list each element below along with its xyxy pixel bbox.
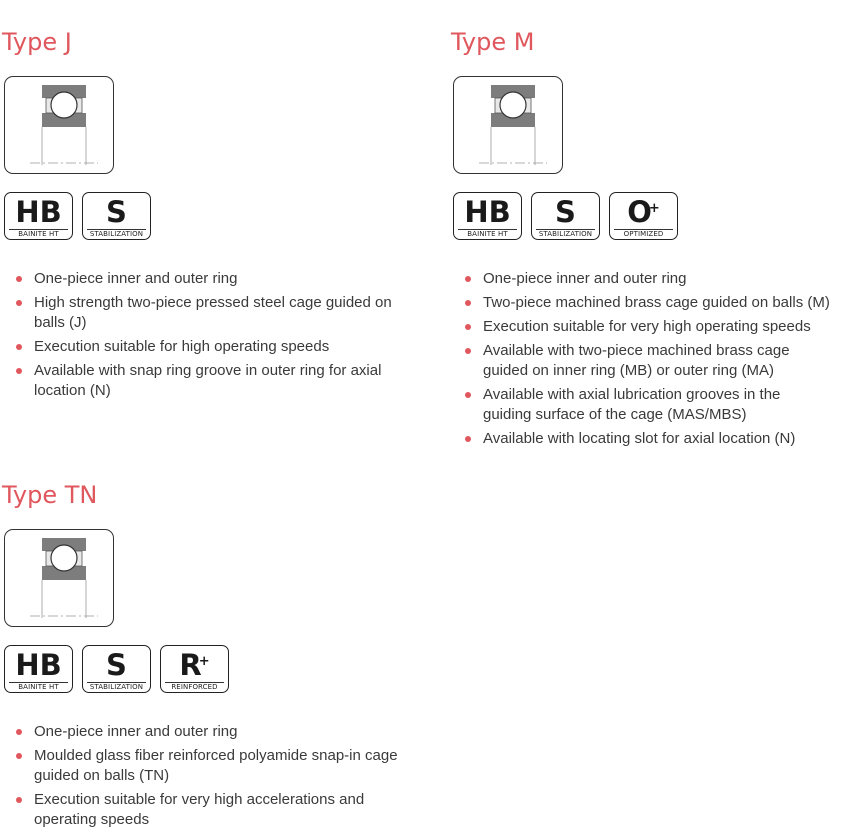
bearing-cross-section-diagram: [453, 76, 563, 174]
feature-list: [2, 269, 412, 405]
badge-caption: STABILIZATION: [89, 230, 144, 238]
badge-symbol: S: [555, 195, 576, 229]
list-item: One-piece inner and outer ring: [451, 269, 851, 289]
bullet-dot: [16, 753, 22, 759]
badge-symbol: R+: [179, 648, 210, 682]
bullet-dot: [16, 797, 22, 803]
badge-caption: STABILIZATION: [89, 683, 144, 691]
section-title: Type M: [451, 28, 535, 56]
bearing-drawing: [5, 530, 113, 626]
bullet-dot: [16, 276, 22, 282]
bullet-dot: [16, 300, 22, 306]
list-item: Execution suitable for high operating speeds: [2, 337, 412, 357]
list-item: Execution suitable for very high accelerations and operating speeds: [2, 790, 412, 830]
bullet-dot: [16, 368, 22, 374]
bullet-dot: [465, 300, 471, 306]
list-item: One-piece inner and outer ring: [2, 722, 412, 742]
list-item: Two-piece machined brass cage guided on balls (M): [451, 293, 851, 313]
list-item: Available with locating slot for axial location (N): [451, 429, 851, 449]
badge-plus-mark: +: [648, 201, 660, 216]
badge-symbol: HB: [15, 648, 62, 682]
section-type-m: [451, 27, 851, 447]
list-item: Available with axial lubrication grooves in the guiding surface of the cage (MAS/MBS): [451, 385, 851, 425]
badge-caption: STABILIZATION: [538, 230, 593, 238]
badge-stabilization: [531, 192, 600, 240]
badge-symbol: S: [106, 195, 127, 229]
badge-plus-mark: +: [198, 654, 210, 669]
list-item: Available with two-piece machined brass cage guided on inner ring (MB) or outer ring (MA): [451, 341, 851, 381]
badge-optimized: [609, 192, 678, 240]
list-item: One-piece inner and outer ring: [2, 269, 412, 289]
badge-symbol: HB: [15, 195, 62, 229]
bullet-dot: [465, 324, 471, 330]
list-item: High strength two-piece pressed steel cage guided on balls (J): [2, 293, 412, 333]
bullet-dot: [465, 392, 471, 398]
badge-caption: BAINITE HT: [18, 683, 59, 691]
badge-symbol: S: [106, 648, 127, 682]
bullet-dot: [465, 276, 471, 282]
badge-caption: REINFORCED: [171, 683, 218, 691]
feature-list: [2, 722, 412, 834]
badge-bainite-ht: [4, 645, 73, 693]
bearing-cross-section-diagram: [4, 76, 114, 174]
list-item: Execution suitable for very high operating speeds: [451, 317, 851, 337]
section-title: Type J: [2, 28, 72, 56]
bullet-dot: [16, 729, 22, 735]
badge-stabilization: [82, 192, 151, 240]
feature-list: [451, 269, 851, 453]
badge-caption: BAINITE HT: [18, 230, 59, 238]
badge-symbol: O+: [627, 195, 660, 229]
section-title: Type TN: [2, 481, 98, 509]
list-item: Available with snap ring groove in outer ring for axial location (N): [2, 361, 412, 401]
badge-stabilization: [82, 645, 151, 693]
bearing-drawing: [454, 77, 562, 173]
bullet-dot: [465, 348, 471, 354]
badge-bainite-ht: [4, 192, 73, 240]
bearing-cross-section-diagram: [4, 529, 114, 627]
badge-reinforced: [160, 645, 229, 693]
badge-caption: OPTIMIZED: [623, 230, 664, 238]
section-type-tn: [2, 480, 412, 839]
bullet-dot: [16, 344, 22, 350]
list-item: Moulded glass fiber reinforced polyamide snap-in cage guided on balls (TN): [2, 746, 412, 786]
badge-symbol: HB: [464, 195, 511, 229]
badge-bainite-ht: [453, 192, 522, 240]
bullet-dot: [465, 436, 471, 442]
bearing-drawing: [5, 77, 113, 173]
section-type-j: [2, 27, 412, 407]
badge-caption: BAINITE HT: [467, 230, 508, 238]
